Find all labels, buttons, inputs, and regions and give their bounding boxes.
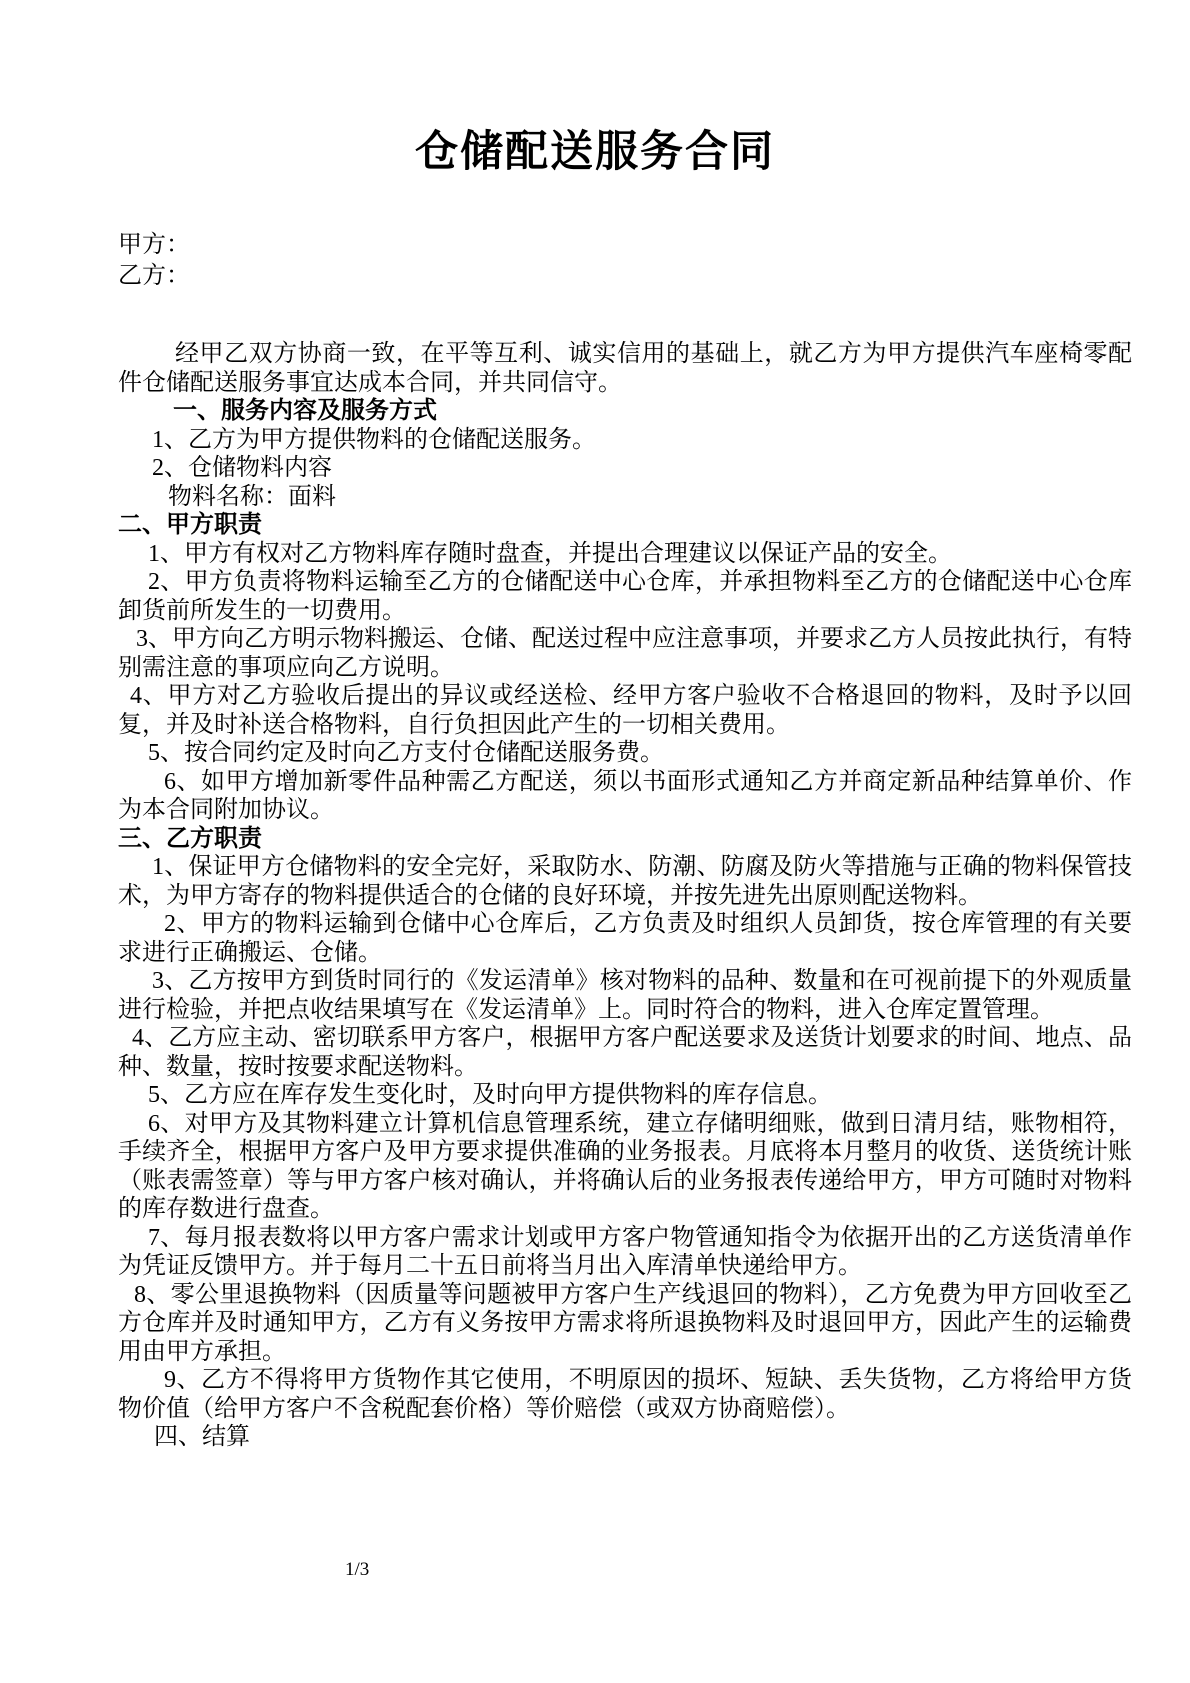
clause-3-1: 1、保证甲方仓储物料的安全完好，采取防水、防潮、防腐及防火等措施与正确的物料保管技术，为甲方寄存的物料提供适合的仓储的良好环境，并按先进先出原则配送物料。 xyxy=(118,854,1132,909)
party-b-line xyxy=(118,261,1130,292)
clause-3-4: 4、乙方应主动、密切联系甲方客户，根据甲方客户配送要求及送货计划要求的时间、地点、品种、数量，按时按要求配送物料。 xyxy=(118,1025,1132,1080)
clause-3-9: 9、乙方不得将甲方货物作其它使用，不明原因的损坏、短缺、丢失货物，乙方将给甲方货物价值（给甲方客户不含税配套价格）等价赔偿（或双方协商赔偿）。 xyxy=(118,1367,1132,1422)
party-b-label: 乙方： xyxy=(118,263,190,289)
section-4-heading: 四、结算 xyxy=(154,1424,250,1450)
clause-2-2: 2、甲方负责将物料运输至乙方的仓储配送中心仓库，并承担物料至乙方的仓储配送中心仓库卸货前所发生的一切费用。 xyxy=(118,569,1132,624)
clause-2-1: 1、甲方有权对乙方物料库存随时盘查，并提出合理建议以保证产品的安全。 xyxy=(148,540,952,567)
clause-3-7: 7、每月报表数将以甲方客户需求计划或甲方客户物管通知指令为依据开出的乙方送货清单作为凭证反馈甲方。并于每月二十五日前将当月出入库清单快递给甲方。 xyxy=(118,1224,1132,1279)
clause-2-4: 4、甲方对乙方验收后提出的异议或经送检、经甲方客户验收不合格退回的物料，及时予以回复，并及时补送合格物料，自行负担因此产生的一切相关费用。 xyxy=(118,683,1132,738)
clause-3-6: 6、对甲方及其物料建立计算机信息管理系统，建立存储明细账，做到日清月结，账物相符，手续齐全，根据甲方客户及甲方要求提供准确的业务报表。月底将本月整月的收货、送货统计账（账表需签章）等与甲方客户核对确认，并将确认后的业务报表传递给甲方，甲方可随时对物料的库存数进行盘查。 xyxy=(118,1110,1132,1222)
clause-1-2: 2、仓储物料内容 xyxy=(152,455,332,481)
party-a-label: 甲方： xyxy=(118,232,190,258)
clause-1-1: 1、乙方为甲方提供物料的仓储配送服务。 xyxy=(152,426,596,453)
clause-2-5: 5、按合同约定及时向乙方支付仓储配送服务费。 xyxy=(148,740,664,766)
intro-paragraph: 经甲乙双方协商一致，在平等互利、诚实信用的基础上，就乙方为甲方提供汽车座椅零配件仓储配送服务事宜达成本合同，并共同信守。 xyxy=(118,341,1132,396)
page-number: 1/3 xyxy=(345,1559,370,1580)
clause-2-6: 6、如甲方增加新零件品种需乙方配送，须以书面形式通知乙方并商定新品种结算单价、作为本合同附加协议。 xyxy=(118,768,1132,823)
section-3-heading: 三、乙方职责 xyxy=(118,824,262,852)
section-2-heading: 二、甲方职责 xyxy=(118,511,262,538)
section-1-heading: 一、服务内容及服务方式 xyxy=(173,397,437,424)
party-a-line xyxy=(118,230,1130,261)
parties-block xyxy=(118,230,1130,292)
clause-3-8: 8、零公里退换物料（因质量等问题被甲方客户生产线退回的物料），乙方免费为甲方回收至乙方仓库并及时通知甲方，乙方有义务按甲方需求将所退换物料及时退回甲方，因此产生的运输费用由甲方承担。 xyxy=(118,1281,1132,1365)
clause-2-3: 3、甲方向乙方明示物料搬运、仓储、配送过程中应注意事项，并要求乙方人员按此执行，有特别需注意的事项应向乙方说明。 xyxy=(118,626,1132,681)
clause-3-5: 5、乙方应在库存发生变化时，及时向甲方提供物料的库存信息。 xyxy=(148,1082,832,1108)
contract-body xyxy=(118,340,1132,1452)
clause-3-3: 3、乙方按甲方到货时同行的《发运清单》核对物料的品种、数量和在可视前提下的外观质量进行检验，并把点收结果填写在《发运清单》上。同时符合的物料，进入仓库定置管理。 xyxy=(118,968,1132,1023)
clause-3-2: 2、甲方的物料运输到仓储中心仓库后，乙方负责及时组织人员卸货，按仓库管理的有关要求进行正确搬运、仓储。 xyxy=(118,911,1132,966)
document-title: 仓储配送服务合同 xyxy=(415,128,775,176)
material-name-line: 物料名称：面料 xyxy=(168,483,336,510)
